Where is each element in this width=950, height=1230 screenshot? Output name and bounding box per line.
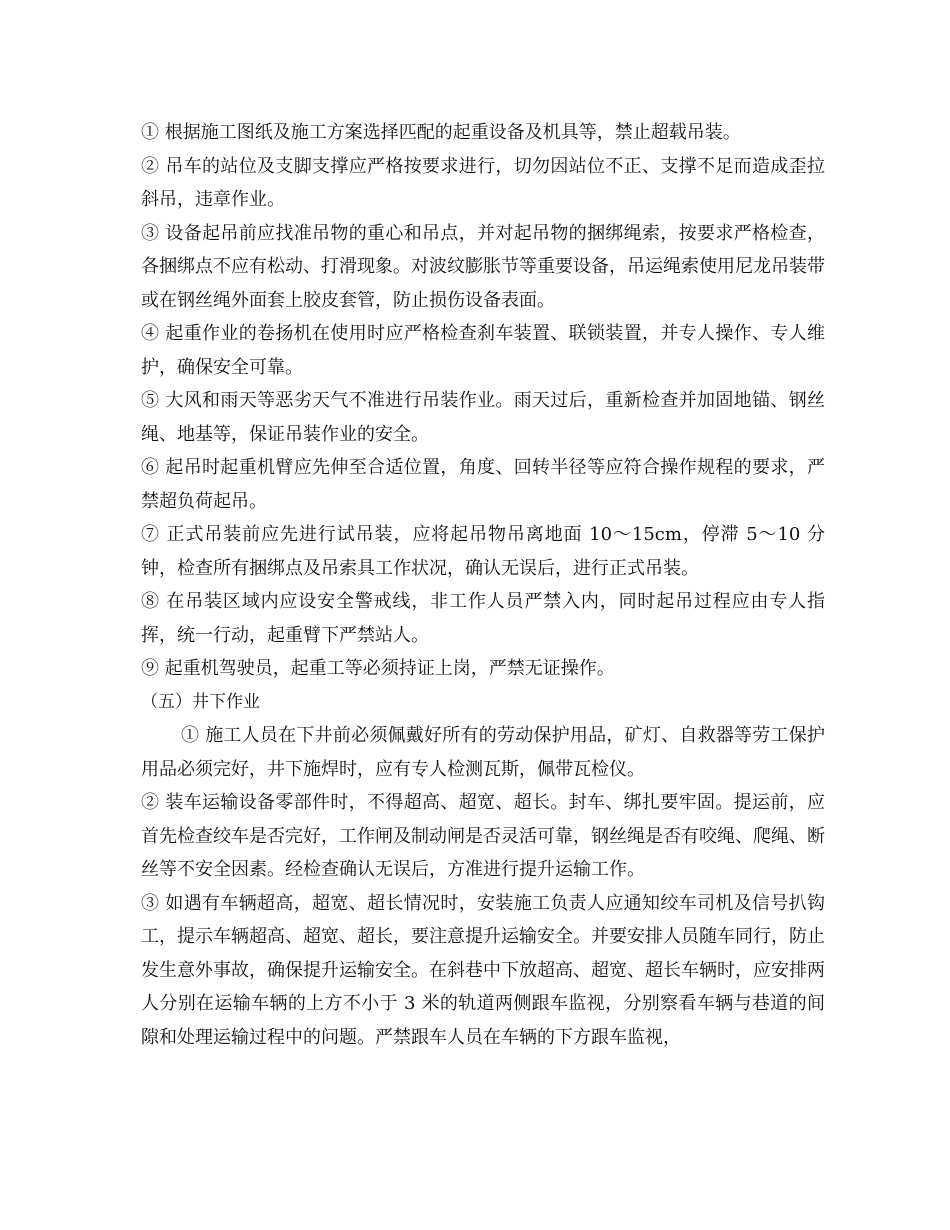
paragraph-trial-lift: ⑦ 正式吊装前应先进行试吊装，应将起吊物吊离地面 10～15cm，停滞 5～10 分钟，检查所有捆绑点及吊索具工作状况，确认无误后，进行正式吊装。	[141, 524, 825, 579]
paragraph-loading-transport: ② 装车运输设备零部件时，不得超高、超宽、超长。封车、绑扎要牢固。提运前，应首先检查绞车是否完好，工作闸及制动闸是否灵活可靠，钢丝绳是否有咬绳、爬绳、断丝等不安全因素。经检查确认无误后，方准进行提升运输工作。	[141, 792, 825, 880]
paragraph-certified-operators: ⑨ 起重机驾驶员，起重工等必须持证上岗，严禁无证操作。	[141, 658, 615, 679]
paragraph-protective-equipment: ① 施工人员在下井前必须佩戴好所有的劳动保护用品，矿灯、自救器等劳工保护用品必须完好，井下施焊时，应有专人检测瓦斯，佩带瓦检仪。	[141, 725, 825, 780]
paragraph-bad-weather: ⑤ 大风和雨天等恶劣天气不准进行吊装作业。雨天过后，重新检查并加固地锚、钢丝绳、地基等，保证吊装作业的安全。	[141, 390, 825, 445]
paragraph-crane-positioning: ② 吊车的站位及支脚支撑应严格按要求进行，切勿因站位不正、支撑不足而造成歪拉斜吊，违章作业。	[141, 155, 825, 210]
section-heading-underground-work: （五）井下作业	[141, 691, 260, 712]
paragraph-crane-equipment-selection: ① 根据施工图纸及施工方案选择匹配的起重设备及机具等，禁止超载吊装。	[141, 122, 741, 143]
paragraph-oversize-vehicles: ③ 如遇有车辆超高，超宽、超长情况时，安装施工负责人应通知绞车司机及信号扒钩工，提示车辆超高、超宽、超长，要注意提升运输安全。并要安排人员随车同行，防止发生意外事故，确保提升运输安全。在斜巷中下放超高、超宽、超长车辆时，应安排两人分别在运输车辆的上方不小于 3 米的轨道两侧跟车监视，分别察看车辆与巷道的间隙和处理运输过程中的问题。严禁跟车人员在车辆的下方跟车监视，	[141, 892, 825, 1048]
paragraph-warning-line: ⑧ 在吊装区域内应设安全警戒线，非工作人员严禁入内，同时起吊过程应由专人指挥，统一行动，起重臂下严禁站人。	[141, 591, 825, 646]
document-body	[141, 116, 825, 1054]
paragraph-winch-inspection: ④ 起重作业的卷扬机在使用时应严格检查刹车装置、联锁装置，并专人操作、专人维护，确保安全可靠。	[141, 323, 825, 378]
paragraph-lifting-center-of-gravity: ③ 设备起吊前应找准吊物的重心和吊点，并对起吊物的捆绑绳索，按要求严格检查，各捆绑点不应有松动、打滑现象。对波纹膨胀节等重要设备，吊运绳索使用尼龙吊装带或在钢丝绳外面套上胶皮套管，防止损伤设备表面。	[141, 222, 825, 311]
paragraph-crane-arm-extension: ⑥ 起吊时起重机臂应先伸至合适位置，角度、回转半径等应符合操作规程的要求，严禁超负荷起吊。	[141, 457, 825, 512]
